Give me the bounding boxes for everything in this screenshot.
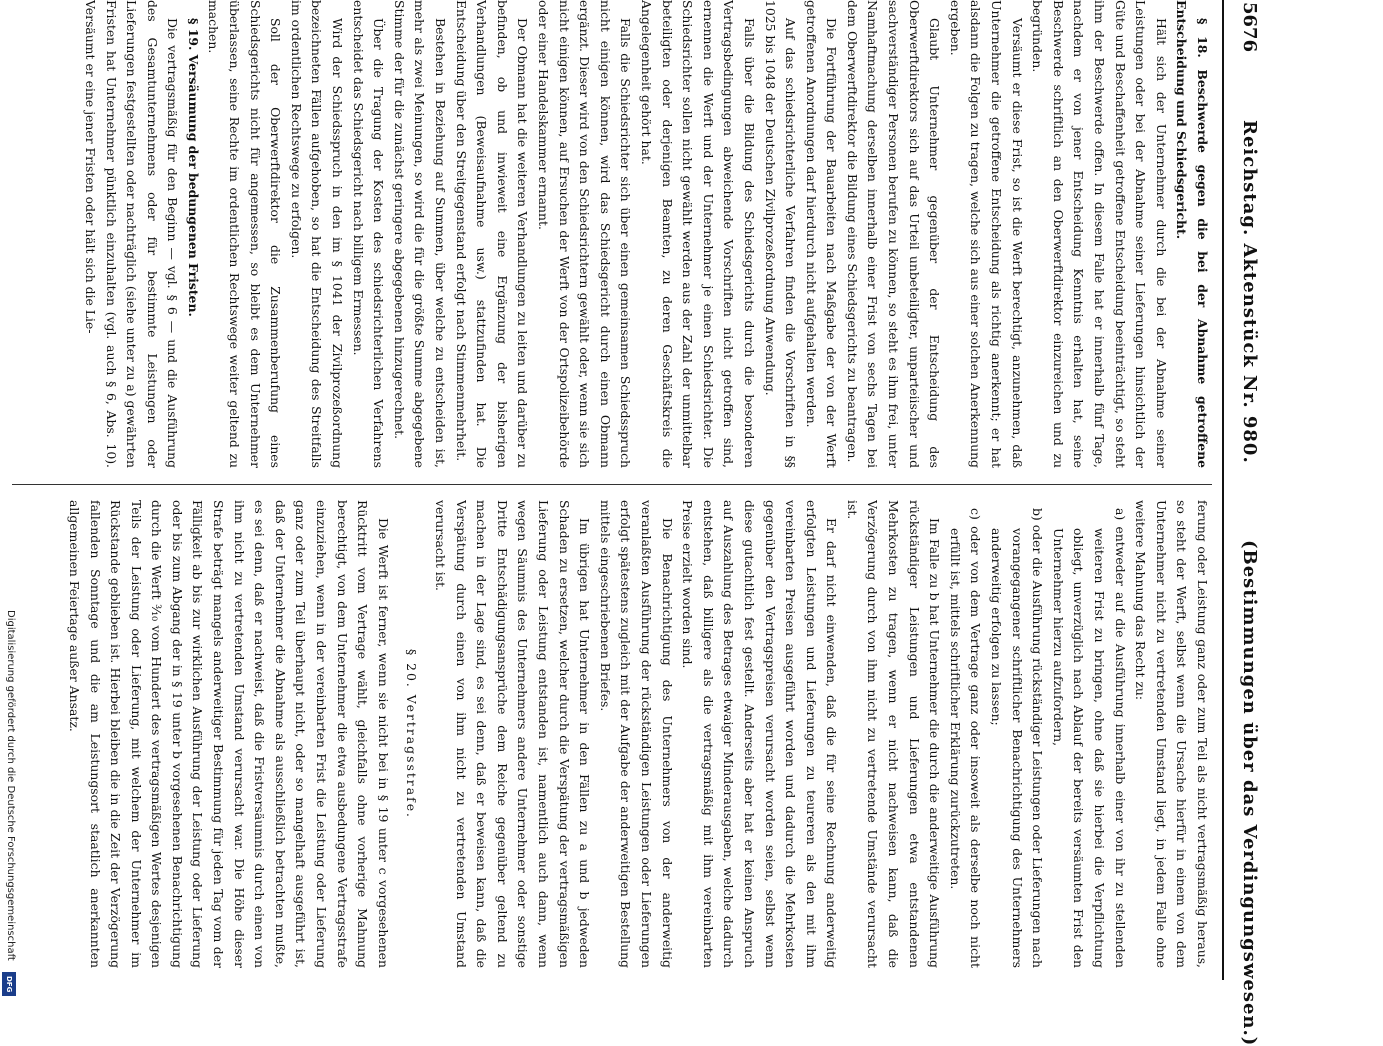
paragraph: Versäumt er diese Frist, so ist die Werft berechtigt, anzunehmen, daß Unternehmer die getroffene Entscheidung als richtig anerkennt; er hat alsdann die Folgen zu tragen, welche sich aus einer solchen Anerkennung ergeben. [947,0,1025,468]
paragraph: Wird der Schiedsspruch in den im § 1041 der Zivilprozeßordnung bezeichneten Fällen aufgehoben, so hat die Entscheidung des Streitfalls im ordentlichen Rechtswege zu erfolgen. [288,0,346,468]
dfg-logo [2,972,16,996]
paragraph: Falls die Schiedsrichter sich über einen gemeinsamen Schiedsspruch nicht einigen können, wird das Schiedsgericht durch einen Obmann ergänzt. Dieser wird von den Schiedsrichtern gewählt oder, wenn sie sich nicht einigen können, auf Ersuchen der Werft von der Ortspolizeibehörde oder einer Handelskammer ernannt. [536,0,634,468]
page-subtitle: (Bestimmungen über das Verdingungswesen.) [1239,540,1260,1046]
section-heading: § 18. Beschwerde gegen die bei der Abnahme getroffene Entscheidung und Schiedsgericht. [1174,0,1210,468]
paragraph: Im Falle zu b hat Unternehmer die durch die anderweitige Ausführung rückständiger Leistungen und Lieferungen etwa entstandenen Mehrkosten zu tragen, wenn er nicht nachweisen kann, daß die Verzögerung durch von ihm nicht zu vertretende Umstände verursacht ist. [844,500,943,968]
paragraph: ferung oder Leistung ganz oder zum Teil als nicht vertragsmäßig heraus, so steht der Werft, selbst wenn die Ursache hierfür in einem von dem Unternehmer nicht zu vertretenden Umstand liegt, in jedem Falle ohne weitere Mahnung das Recht zu: [1133,500,1210,968]
paragraph: Die Fortführung der Bauarbeiten nach Maßgabe der von der Werft getroffenen Anordnungen darf hierdurch nicht aufgehalten werden. [803,0,840,468]
list-item: c) oder von dem Vertrage ganz oder insoweit als derselbe noch nicht erfüllt ist, mittels schriftlicher Erklärung zurückzutreten. [947,508,984,968]
paragraph: Die Benachrichtigung des Unternehmers von der anderweitig veranlaßten Ausführung der rückständigen Leistungen oder Lieferungen erfolgt spätestens zugleich mit der Aufgabe der anderweitigen Bestellung mittels eingeschriebenen Briefes. [597,500,675,968]
digitization-credit [2,610,18,1000]
right-text-column [12,500,1212,968]
left-text-column [12,0,1212,468]
digitization-credit-text: Digitalisierung gefördert durch die Deutsche Forschungsgemeinschaft [5,610,16,961]
paragraph: Die vertragsmäßig für den Beginn — vgl. § 6 — und die Ausführung des Gesamtunternehmens oder für bestimmte Leistungen oder Lieferungen festgestellten oder nachträglich (siehe unter zu a) gewährten Fristen hat Unternehmer pünktlich einzuhalten (vgl. auch § 6, Abs. 10). Versäumt er eine jener Fristen oder hält sich die Lie- [82,0,181,468]
page-title: Reichstag. Aktenstück Nr. 980. [1239,120,1260,464]
paragraph: Über die Tragung der Kosten des schiedsrichterlichen Verfahrens entscheidet das Schiedsgericht nach billigem Ermessen. [350,0,387,468]
paragraph: Im übrigen hat Unternehmer in den Fällen zu a und b jedweden Schaden zu ersetzen, welcher durch die Verspätung der vertragsmäßigen Lieferung oder Leistung entstanden ist, namentlich auch dann, wenn wegen Säumnis des Unternehmers andere Unternehmer oder sonstige Dritte Entschädigungsansprüche dem Reiche gegenüber geltend zu machen in der Lage sind, es sei denn, daß er beweisen kann, daß die Verspätung durch einen von ihm nicht zu vertretenden Umstand verursacht ist. [433,500,593,968]
paragraph: Soll der Oberwerftdirektor die Zusammenberufung eines Schiedsgerichts nicht für angemessen, so bleibt es dem Unternehmer überlassen, seine Rechte im ordentlichen Rechtswege weiter geltend zu machen. [206,0,284,468]
paragraph: Bestehen in Beziehung auf Summen, über welche zu entscheiden ist, mehr als zwei Meinungen, so wird die für die größte Summe abgegebene Stimme der für die zunächst geringere abgegebenen hinzugerechnet. [391,0,449,468]
dfg-logo-text: DFG [5,975,13,993]
section-heading: § 19. Versäumung der bedungenen Fristen. [185,18,201,317]
page-header [1222,0,1270,1046]
paragraph: Hält sich der Unternehmer durch die bei der Abnahme seiner Leistungen oder bei der Abnahme seiner Lieferungen hinsichtlich der Güte und Beschaffenheit getroffene Entscheidung beeinträchtigt, so steht ihm der Beschwerde offen. In diesem Falle hat er innerhalb fünf Tage, nachdem er von jener Entscheidung Kenntnis erhalten hat, seine Beschwerde schriftlich an den Oberwerftdirektor einzureichen und zu begründen. [1030,0,1169,468]
section-heading: § 20. Vertragsstrafe. [404,649,420,819]
paragraph: Er darf nicht einwenden, daß die für seine Rechnung anderweitig erfolgten Leistungen und Lieferungen zu teureren als den mit ihm vereinbarten Preisen ausgeführt worden und dadurch die Mehrkosten gegenüber den Vertragspreisen verursacht worden seien, selbst wenn diese gutachtlich fest gestellt. Anderseits aber hat er keinen Anspruch auf Auszahlung des Betrages etwaiger Minderausgaben, welche dadurch entstehen, daß billigere als die vertragsmäßig mit ihm vereinbarten Preise erzielt worden sind. [680,500,840,968]
list-item: b) oder die Ausführung rückständiger Leistungen oder Lieferungen nach vorangegangener schriftlicher Benachrichtigung des Unternehmers anderweitig erfolgen zu lassen; [989,508,1046,968]
paragraph: Der Obmann hat die weiteren Verhandlungen zu leiten und darüber zu befinden, ob und inwieweit eine Ergänzung der bisherigen Verhandlungen (Beweisaufnahme usw.) stattzufinden hat. Die Entscheidung über den Streitgegenstand erfolgt nach Stimmenmehrheit. [453,0,531,468]
list-item: a) entweder auf die Ausführung innerhalb einer von ihr zu stellenden weiteren Frist zu bringen, ohne daß sie hierbei die Verpflichtung obliegt, unverzüglich nach Ablauf der bereits versäumten Frist den Unternehmer hierzu aufzufordern, [1050,508,1128,968]
column-divider [12,484,1212,485]
paragraph: Auf das schiedsrichterliche Verfahren finden die Vorschriften in §§ 1025 bis 1048 der Deutschen Zivilprozeßordnung Anwendung. [762,0,799,468]
paragraph: Die Werft ist ferner, wenn sie nicht bei in § 19 unter c vorgesehenen Rücktritt vom Vertrage wählt, gleichfalls ohne vorherige Mahnung berechtigt, von dem Unternehmer die etwa ausbedungene Vertragsstrafe einzuziehen, wenn in der vereinbarten Frist die Leistung oder Lieferung ganz oder zum Teil überhaupt nicht, oder so mangelhaft ausgeführt ist, daß der Unternehmer die Abnahme als ausschließlich betrachten mußte, es sei denn, daß er nachweist, daß die Fristversäumnis durch einen von ihm nicht zu vertretenden Umstand verursacht war. Die Höhe dieser Strafe beträgt mangels anderweitiger Bestimmung für jeden Tag vom der Fälligkeit ab bis zur wirklichen Ausführung der Leistung oder Lieferung oder bis zum Abgang der in § 19 unter b vorgesehenen Benachrichtigung durch die Werft ³⁄₁₀ vom Hundert des vertragsmäßigen Wertes desjenigen Teils der Leistung oder Lieferung, mit welchem der Unternehmer im Rückstande geblieben ist. Hierbei bleiben die in die Zeit der Verzögerung fallenden Sonntage und die am Leistungsort staatlich anerkannten allgemeinen Feiertage außer Ansatz. [66,500,391,968]
paragraph: Falls über die Bildung des Schiedsgerichts durch die besonderen Vertragsbedingungen abweichende Vorschriften nicht getroffen sind, ernennen die Werft und der Unternehmer je einen Schiedsrichter. Die Schiedsrichter sollen nicht gewählt werden aus der Zahl der unmittelbar beteiligten oder derjenigen Beamten, zu deren Geschäftskreis die Angelegenheit gehört hat. [638,0,757,468]
page-number: 5676 [1239,2,1260,53]
paragraph: Glaubt Unternehmer gegenüber der Entscheidung des Oberwerftdirektors sich auf das Urteil unbeteiligter, unparteiischer und sachverständiger Personen berufen zu können, so steht es ihm frei, unter Namhaftmachung derselben innerhalb einer Frist von sechs Tagen bei dem Oberwerftdirektor die Bildung eines Schiedsgerichts zu beantragen. [844,0,943,468]
